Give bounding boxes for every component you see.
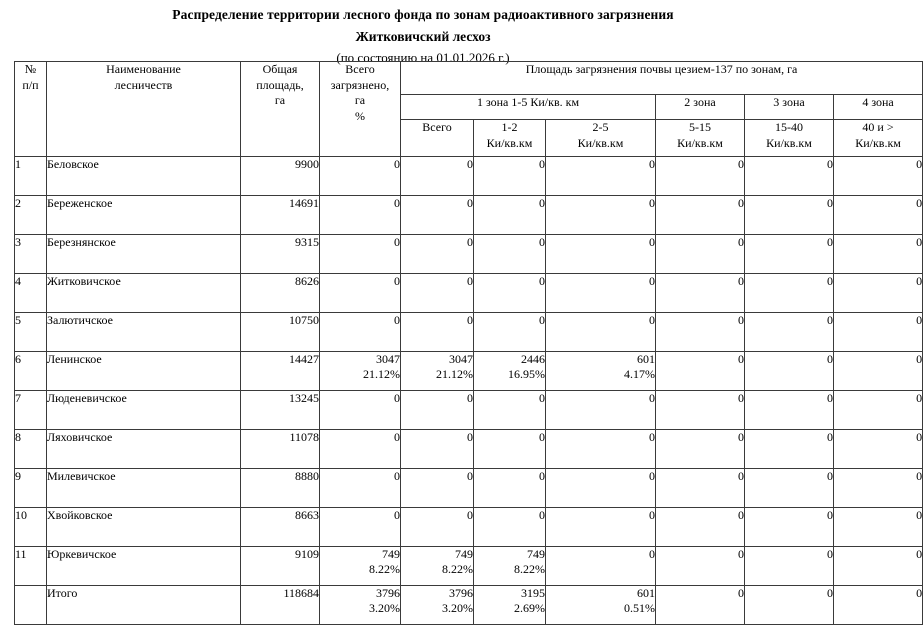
cell-value: 0 xyxy=(649,547,655,561)
cell-value: 0 xyxy=(827,196,833,210)
cell-forestry-name: Итого xyxy=(47,586,241,625)
cell-zone1-total xyxy=(401,157,474,196)
cell-value: 0 xyxy=(916,469,923,483)
cell-zone1-1-2 xyxy=(474,352,546,391)
cell-value: 0 xyxy=(738,430,744,444)
cell-total-contaminated xyxy=(320,157,401,196)
cell-zone3 xyxy=(745,430,834,469)
cell-value: 0 xyxy=(394,313,400,327)
report-subtitle-organization: Житковичский лесхоз xyxy=(355,29,491,44)
col-header-forestry-name: Наименование лесничеств xyxy=(47,62,241,157)
cell-zone1-1-2 xyxy=(474,196,546,235)
cell-forestry-name: Беловское xyxy=(47,157,241,196)
table-row xyxy=(15,430,923,469)
cell-value: 3047 xyxy=(376,352,400,366)
table-row xyxy=(15,274,923,313)
col-header-zone-2: 2 зона xyxy=(656,95,745,120)
col-header-zone-3: 3 зона xyxy=(745,95,834,120)
cell-value: 0 xyxy=(827,586,833,600)
cell-value: 0 xyxy=(827,352,833,366)
cell-zone3 xyxy=(745,196,834,235)
report-title: Распределение территории лесного фонда по зонам радиоактивного загрязнения xyxy=(172,7,674,22)
cell-value: 0 xyxy=(467,196,473,210)
cell-value: 0 xyxy=(827,469,833,483)
cell-value: 3195 xyxy=(521,586,545,600)
cell-zone1-total xyxy=(401,196,474,235)
cell-percent: 4.17% xyxy=(624,367,655,381)
table-row xyxy=(15,508,923,547)
cell-total-contaminated xyxy=(320,469,401,508)
cell-value: 749 xyxy=(382,547,400,561)
table-row xyxy=(15,352,923,391)
cell-zone1-1-2 xyxy=(474,157,546,196)
table-row xyxy=(15,313,923,352)
cell-value: 0 xyxy=(827,274,833,288)
cell-zone3 xyxy=(745,313,834,352)
cell-total-area: 9900 xyxy=(241,157,320,196)
cell-total-contaminated xyxy=(320,313,401,352)
cell-forestry-name: Хвойковское xyxy=(47,508,241,547)
cell-value: 0 xyxy=(539,313,545,327)
cell-value: 0 xyxy=(916,352,923,366)
table-row xyxy=(15,469,923,508)
cell-value: 0 xyxy=(467,508,473,522)
cell-total-area: 9109 xyxy=(241,547,320,586)
cell-percent: 16.95% xyxy=(508,367,545,381)
cell-percent: 3.20% xyxy=(442,601,473,615)
cell-value: 601 xyxy=(637,352,655,366)
cell-zone3 xyxy=(745,547,834,586)
cell-zone1-1-2 xyxy=(474,274,546,313)
cell-zone1-2-5 xyxy=(546,235,656,274)
cell-zone1-1-2 xyxy=(474,547,546,586)
cell-value: 0 xyxy=(916,196,923,210)
cell-value: 0 xyxy=(539,235,545,249)
table-row xyxy=(15,196,923,235)
cell-value: 0 xyxy=(649,196,655,210)
cell-value: 0 xyxy=(467,235,473,249)
cell-value: 749 xyxy=(455,547,473,561)
cell-total-area: 14427 xyxy=(241,352,320,391)
cell-value: 0 xyxy=(916,157,923,171)
cell-total-contaminated xyxy=(320,430,401,469)
cell-zone1-total xyxy=(401,547,474,586)
cell-value: 0 xyxy=(467,313,473,327)
cell-zone1-1-2 xyxy=(474,235,546,274)
cell-value: 0 xyxy=(916,508,923,522)
title-block xyxy=(0,0,846,65)
table-header xyxy=(15,62,923,157)
cell-value: 0 xyxy=(916,313,923,327)
cell-zone4 xyxy=(834,313,923,352)
cell-percent: 0.51% xyxy=(624,601,655,615)
cell-total-contaminated xyxy=(320,235,401,274)
col-header-zone1-total: Всего xyxy=(401,120,474,157)
cell-value: 0 xyxy=(394,469,400,483)
cell-zone1-2-5 xyxy=(546,274,656,313)
cell-percent: 8.22% xyxy=(442,562,473,576)
cell-value: 0 xyxy=(467,430,473,444)
cell-forestry-name: Юркевичское xyxy=(47,547,241,586)
cell-zone1-2-5 xyxy=(546,586,656,625)
cell-value: 0 xyxy=(738,547,744,561)
table-row xyxy=(15,547,923,586)
cell-zone1-1-2 xyxy=(474,469,546,508)
cell-value: 0 xyxy=(916,547,923,561)
cell-value: 3796 xyxy=(376,586,400,600)
cell-zone2 xyxy=(656,430,745,469)
cell-value: 0 xyxy=(649,469,655,483)
cell-value: 0 xyxy=(467,157,473,171)
cell-row-number: 9 xyxy=(15,469,47,508)
cell-zone1-2-5 xyxy=(546,157,656,196)
cell-row-number: 10 xyxy=(15,508,47,547)
cell-zone2 xyxy=(656,235,745,274)
cell-total-area: 8663 xyxy=(241,508,320,547)
cell-zone4 xyxy=(834,586,923,625)
cell-value: 0 xyxy=(738,391,744,405)
cell-value: 3796 xyxy=(449,586,473,600)
cell-forestry-name: Житковичское xyxy=(47,274,241,313)
cell-value: 3047 xyxy=(449,352,473,366)
cell-total-contaminated xyxy=(320,352,401,391)
cell-percent: 8.22% xyxy=(514,562,545,576)
cell-zone3 xyxy=(745,469,834,508)
col-header-zone4-range: 40 и > Ки/кв.км xyxy=(834,120,923,157)
cell-forestry-name: Ленинское xyxy=(47,352,241,391)
cell-total-area: 11078 xyxy=(241,430,320,469)
cell-forestry-name: Ляховичское xyxy=(47,430,241,469)
cell-zone1-1-2 xyxy=(474,391,546,430)
cell-zone1-total xyxy=(401,430,474,469)
cell-zone2 xyxy=(656,586,745,625)
cell-zone3 xyxy=(745,274,834,313)
cell-zone3 xyxy=(745,352,834,391)
cell-percent: 2.69% xyxy=(514,601,545,615)
cell-value: 0 xyxy=(394,196,400,210)
cell-zone1-total xyxy=(401,313,474,352)
cell-zone2 xyxy=(656,352,745,391)
col-header-zone2-range: 5-15 Ки/кв.км xyxy=(656,120,745,157)
cell-value: 0 xyxy=(916,586,923,600)
cell-value: 0 xyxy=(467,469,473,483)
cell-zone4 xyxy=(834,547,923,586)
cell-value: 0 xyxy=(649,157,655,171)
cell-value: 0 xyxy=(649,508,655,522)
cell-zone2 xyxy=(656,469,745,508)
cell-value: 0 xyxy=(539,196,545,210)
table-row xyxy=(15,235,923,274)
cell-row-number: 2 xyxy=(15,196,47,235)
cell-total-contaminated xyxy=(320,391,401,430)
cell-forestry-name: Люденевичское xyxy=(47,391,241,430)
cell-forestry-name: Милевичское xyxy=(47,469,241,508)
cell-row-number: 7 xyxy=(15,391,47,430)
report-table-container xyxy=(14,61,923,625)
cell-zone3 xyxy=(745,157,834,196)
cell-zone2 xyxy=(656,508,745,547)
cell-value: 601 xyxy=(637,586,655,600)
cell-value: 0 xyxy=(827,313,833,327)
cell-value: 749 xyxy=(527,547,545,561)
cell-value: 0 xyxy=(738,196,744,210)
cell-percent: 21.12% xyxy=(363,367,400,381)
cell-value: 0 xyxy=(394,235,400,249)
cell-value: 0 xyxy=(394,274,400,288)
table-body xyxy=(15,157,923,625)
cell-value: 0 xyxy=(539,469,545,483)
cell-total-area: 9315 xyxy=(241,235,320,274)
cell-row-number: 3 xyxy=(15,235,47,274)
cell-value: 0 xyxy=(467,391,473,405)
cell-zone4 xyxy=(834,391,923,430)
cell-zone4 xyxy=(834,235,923,274)
cell-value: 0 xyxy=(738,235,744,249)
cell-total-area: 13245 xyxy=(241,391,320,430)
cell-value: 0 xyxy=(394,430,400,444)
cell-zone2 xyxy=(656,274,745,313)
cell-value: 0 xyxy=(827,430,833,444)
col-header-total-contaminated: Всего загрязнено, га % xyxy=(320,62,401,157)
cell-value: 2446 xyxy=(521,352,545,366)
cell-percent: 8.22% xyxy=(369,562,400,576)
cell-row-number: 11 xyxy=(15,547,47,586)
cell-zone1-2-5 xyxy=(546,430,656,469)
cell-zone1-2-5 xyxy=(546,352,656,391)
cell-total-area: 10750 xyxy=(241,313,320,352)
cell-zone1-1-2 xyxy=(474,313,546,352)
cell-total-contaminated xyxy=(320,586,401,625)
cell-zone1-total xyxy=(401,469,474,508)
table-row xyxy=(15,586,923,625)
cell-zone1-total xyxy=(401,586,474,625)
col-header-zone3-range: 15-40 Ки/кв.км xyxy=(745,120,834,157)
cell-zone4 xyxy=(834,157,923,196)
cell-forestry-name: Береженское xyxy=(47,196,241,235)
cell-zone1-total xyxy=(401,274,474,313)
col-header-cesium-group: Площадь загрязнения почвы цезием-137 по зонам, га xyxy=(401,62,923,95)
cell-value: 0 xyxy=(827,547,833,561)
cell-row-number: 8 xyxy=(15,430,47,469)
cell-value: 0 xyxy=(539,274,545,288)
cell-value: 0 xyxy=(738,157,744,171)
cell-zone2 xyxy=(656,313,745,352)
cell-row-number: 1 xyxy=(15,157,47,196)
cell-value: 0 xyxy=(539,508,545,522)
cell-total-area: 8626 xyxy=(241,274,320,313)
cell-value: 0 xyxy=(916,391,923,405)
cell-zone4 xyxy=(834,196,923,235)
cell-row-number: 5 xyxy=(15,313,47,352)
cell-zone2 xyxy=(656,196,745,235)
cell-row-number: 6 xyxy=(15,352,47,391)
cell-total-area: 14691 xyxy=(241,196,320,235)
cell-value: 0 xyxy=(394,157,400,171)
cell-value: 0 xyxy=(539,391,545,405)
cell-value: 0 xyxy=(738,469,744,483)
cell-zone4 xyxy=(834,430,923,469)
cell-value: 0 xyxy=(649,430,655,444)
cell-value: 0 xyxy=(539,430,545,444)
cell-percent: 3.20% xyxy=(369,601,400,615)
cell-zone4 xyxy=(834,469,923,508)
cell-zone1-2-5 xyxy=(546,547,656,586)
cell-value: 0 xyxy=(827,508,833,522)
cell-value: 0 xyxy=(738,508,744,522)
cell-value: 0 xyxy=(738,352,744,366)
cell-value: 0 xyxy=(649,274,655,288)
cell-value: 0 xyxy=(827,235,833,249)
contamination-table xyxy=(14,61,923,625)
table-row xyxy=(15,391,923,430)
col-header-number: № п/п xyxy=(15,62,47,157)
report-date-note: (по состоянию на 01.01.2026 г.) xyxy=(336,50,510,65)
cell-zone2 xyxy=(656,547,745,586)
cell-zone1-2-5 xyxy=(546,196,656,235)
cell-zone2 xyxy=(656,391,745,430)
cell-zone1-2-5 xyxy=(546,391,656,430)
cell-zone4 xyxy=(834,274,923,313)
cell-zone2 xyxy=(656,157,745,196)
cell-value: 0 xyxy=(394,391,400,405)
cell-value: 0 xyxy=(649,313,655,327)
cell-value: 0 xyxy=(649,391,655,405)
cell-zone1-total xyxy=(401,235,474,274)
table-row xyxy=(15,157,923,196)
cell-zone1-1-2 xyxy=(474,508,546,547)
cell-value: 0 xyxy=(649,235,655,249)
cell-value: 0 xyxy=(916,274,923,288)
cell-percent: 21.12% xyxy=(436,367,473,381)
cell-zone1-total xyxy=(401,352,474,391)
cell-zone3 xyxy=(745,508,834,547)
cell-zone1-total xyxy=(401,391,474,430)
cell-total-contaminated xyxy=(320,547,401,586)
cell-total-contaminated xyxy=(320,508,401,547)
cell-value: 0 xyxy=(539,157,545,171)
cell-forestry-name: Березнянское xyxy=(47,235,241,274)
cell-zone1-2-5 xyxy=(546,508,656,547)
cell-value: 0 xyxy=(738,274,744,288)
cell-value: 0 xyxy=(738,313,744,327)
col-header-zone-4: 4 зона xyxy=(834,95,923,120)
cell-value: 0 xyxy=(394,508,400,522)
cell-value: 0 xyxy=(827,157,833,171)
cell-value: 0 xyxy=(827,391,833,405)
col-header-zone1-2-5: 2-5 Ки/кв.км xyxy=(546,120,656,157)
cell-zone3 xyxy=(745,586,834,625)
cell-zone4 xyxy=(834,352,923,391)
cell-zone3 xyxy=(745,235,834,274)
col-header-zone-1: 1 зона 1-5 Ки/кв. км xyxy=(401,95,656,120)
cell-zone1-2-5 xyxy=(546,313,656,352)
col-header-total-area: Общая площадь, га xyxy=(241,62,320,157)
cell-value: 0 xyxy=(916,430,923,444)
cell-row-number: 4 xyxy=(15,274,47,313)
cell-total-area: 8880 xyxy=(241,469,320,508)
header-row-1 xyxy=(15,62,923,95)
cell-row-number xyxy=(15,586,47,625)
cell-value: 0 xyxy=(738,586,744,600)
cell-total-contaminated xyxy=(320,196,401,235)
cell-total-contaminated xyxy=(320,274,401,313)
cell-forestry-name: Залютичское xyxy=(47,313,241,352)
cell-value: 0 xyxy=(467,274,473,288)
cell-zone1-total xyxy=(401,508,474,547)
cell-value: 0 xyxy=(916,235,923,249)
cell-zone1-1-2 xyxy=(474,586,546,625)
cell-zone4 xyxy=(834,508,923,547)
cell-zone1-2-5 xyxy=(546,469,656,508)
cell-zone3 xyxy=(745,391,834,430)
col-header-zone1-1-2: 1-2 Ки/кв.км xyxy=(474,120,546,157)
cell-total-area: 118684 xyxy=(241,586,320,625)
cell-zone1-1-2 xyxy=(474,430,546,469)
